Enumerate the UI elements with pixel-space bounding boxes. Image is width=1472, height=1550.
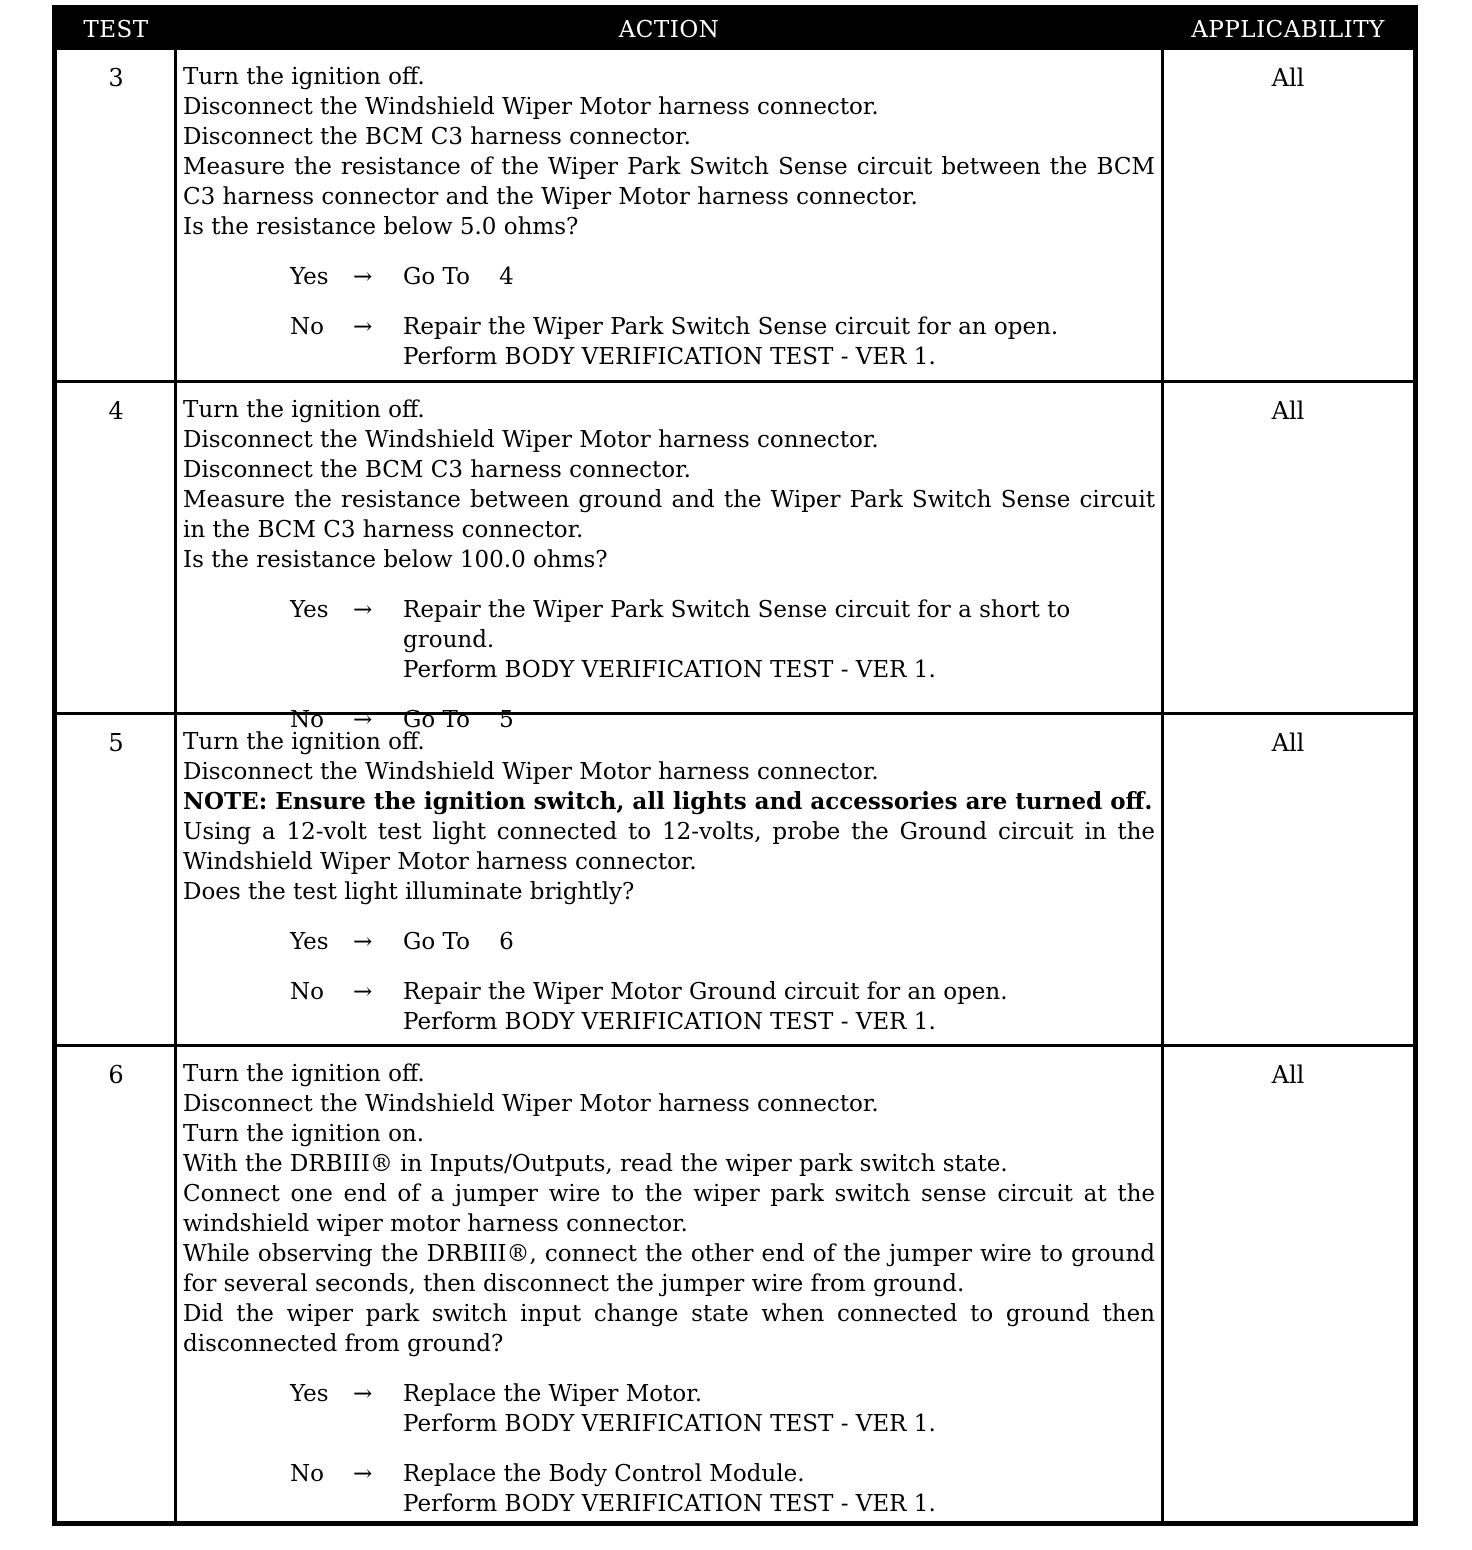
outcome-no <box>183 1459 1155 1519</box>
action-step: Is the resistance below 5.0 ohms? <box>183 214 579 240</box>
test-row-5 <box>57 712 1413 1047</box>
test-number: 4 <box>108 397 124 425</box>
arrow-icon: → <box>353 314 373 340</box>
outcome-text: Perform BODY VERIFICATION TEST - VER 1. <box>403 1009 936 1035</box>
outcome-text: Perform BODY VERIFICATION TEST - VER 1. <box>403 1491 936 1517</box>
action-cell <box>183 1059 1155 1519</box>
answer-label: Yes <box>290 1381 329 1407</box>
action-step: Does the test light illuminate brightly? <box>183 879 635 905</box>
outcome-yes <box>183 262 1155 292</box>
answer-label: No <box>290 314 324 340</box>
outcome-yes <box>183 595 1155 685</box>
test-number: 5 <box>108 729 124 757</box>
outcome-text: Perform BODY VERIFICATION TEST - VER 1. <box>403 657 936 683</box>
outcome-yes <box>183 1379 1155 1439</box>
outcome-text: Repair the Wiper Park Switch Sense circuit for a short to ground. <box>403 597 1078 653</box>
applicability-value: All <box>1271 1061 1305 1089</box>
action-step: Connect one end of a jumper wire to the wiper park switch sense circuit at the windshield wiper motor harness connector. <box>183 1181 1155 1237</box>
arrow-icon: → <box>353 1461 373 1487</box>
arrow-icon: → <box>353 264 373 290</box>
action-step: Turn the ignition on. <box>183 1121 425 1147</box>
arrow-icon: → <box>353 929 373 955</box>
outcome-text: Go To 5 <box>403 707 514 733</box>
action-step: Measure the resistance of the Wiper Park Switch Sense circuit between the BCM C3 harness connector and the Wiper Motor harness connector. <box>183 154 1155 210</box>
answer-label: No <box>290 707 324 733</box>
header-test: TEST <box>83 17 149 43</box>
action-step: Is the resistance below 100.0 ohms? <box>183 547 608 573</box>
action-step: Turn the ignition off. <box>183 729 425 755</box>
diagnostic-table <box>52 5 1418 1526</box>
action-step: Disconnect the BCM C3 harness connector. <box>183 457 691 483</box>
test-number: 6 <box>108 1061 124 1089</box>
outcome-no <box>183 977 1155 1037</box>
arrow-icon: → <box>353 597 373 623</box>
action-step: Disconnect the Windshield Wiper Motor harness connector. <box>183 759 879 785</box>
action-step: Turn the ignition off. <box>183 1061 425 1087</box>
action-step: Turn the ignition off. <box>183 64 425 90</box>
outcome-text: Perform BODY VERIFICATION TEST - VER 1. <box>403 344 936 370</box>
action-note: NOTE: Ensure the ignition switch, all lights and accessories are turned off. <box>183 788 1153 815</box>
action-step: While observing the DRBIII®, connect the other end of the jumper wire to ground for several seconds, then disconnect the jumper wire from ground. <box>183 1241 1155 1297</box>
test-row-3 <box>57 50 1413 380</box>
action-step: Did the wiper park switch input change state when connected to ground then disconnected from ground? <box>183 1301 1155 1357</box>
applicability-value: All <box>1271 64 1305 92</box>
test-row-4 <box>57 380 1413 733</box>
outcome-text: Replace the Wiper Motor. <box>403 1381 702 1407</box>
outcome-text: Replace the Body Control Module. <box>403 1461 805 1487</box>
outcome-text: Go To 6 <box>403 929 514 955</box>
answer-label: Yes <box>290 597 329 623</box>
answer-label: Yes <box>290 264 329 290</box>
applicability-value: All <box>1271 729 1305 757</box>
answer-label: Yes <box>290 929 329 955</box>
action-cell <box>183 62 1155 372</box>
action-step: With the DRBIII® in Inputs/Outputs, read the wiper park switch state. <box>183 1151 1008 1177</box>
outcome-yes <box>183 927 1155 957</box>
table-header <box>57 10 1413 50</box>
outcome-text: Perform BODY VERIFICATION TEST - VER 1. <box>403 1411 936 1437</box>
action-cell <box>183 727 1155 1037</box>
outcome-text: Repair the Wiper Park Switch Sense circuit for an open. <box>403 314 1059 340</box>
action-step: Disconnect the Windshield Wiper Motor harness connector. <box>183 94 879 120</box>
applicability-value: All <box>1271 397 1305 425</box>
header-applicability: APPLICABILITY <box>1191 17 1385 43</box>
action-step: Measure the resistance between ground and the Wiper Park Switch Sense circuit in the BCM C3 harness connector. <box>183 487 1155 543</box>
outcome-text: Repair the Wiper Motor Ground circuit for an open. <box>403 979 1008 1005</box>
answer-label: No <box>290 1461 324 1487</box>
outcome-text: Go To 4 <box>403 264 514 290</box>
outcome-no <box>183 312 1155 372</box>
arrow-icon: → <box>353 1381 373 1407</box>
action-step: Disconnect the Windshield Wiper Motor harness connector. <box>183 1091 879 1117</box>
action-step: Turn the ignition off. <box>183 397 425 423</box>
arrow-icon: → <box>353 979 373 1005</box>
action-cell <box>183 395 1155 735</box>
test-number: 3 <box>108 64 124 92</box>
header-action: ACTION <box>618 17 720 43</box>
answer-label: No <box>290 979 324 1005</box>
action-step: Using a 12-volt test light connected to 12-volts, probe the Ground circuit in the Windshield Wiper Motor harness connector. <box>183 819 1155 875</box>
arrow-icon: → <box>353 707 373 733</box>
action-step: Disconnect the BCM C3 harness connector. <box>183 124 691 150</box>
action-step: Disconnect the Windshield Wiper Motor harness connector. <box>183 427 879 453</box>
test-row-6 <box>57 1044 1413 1524</box>
